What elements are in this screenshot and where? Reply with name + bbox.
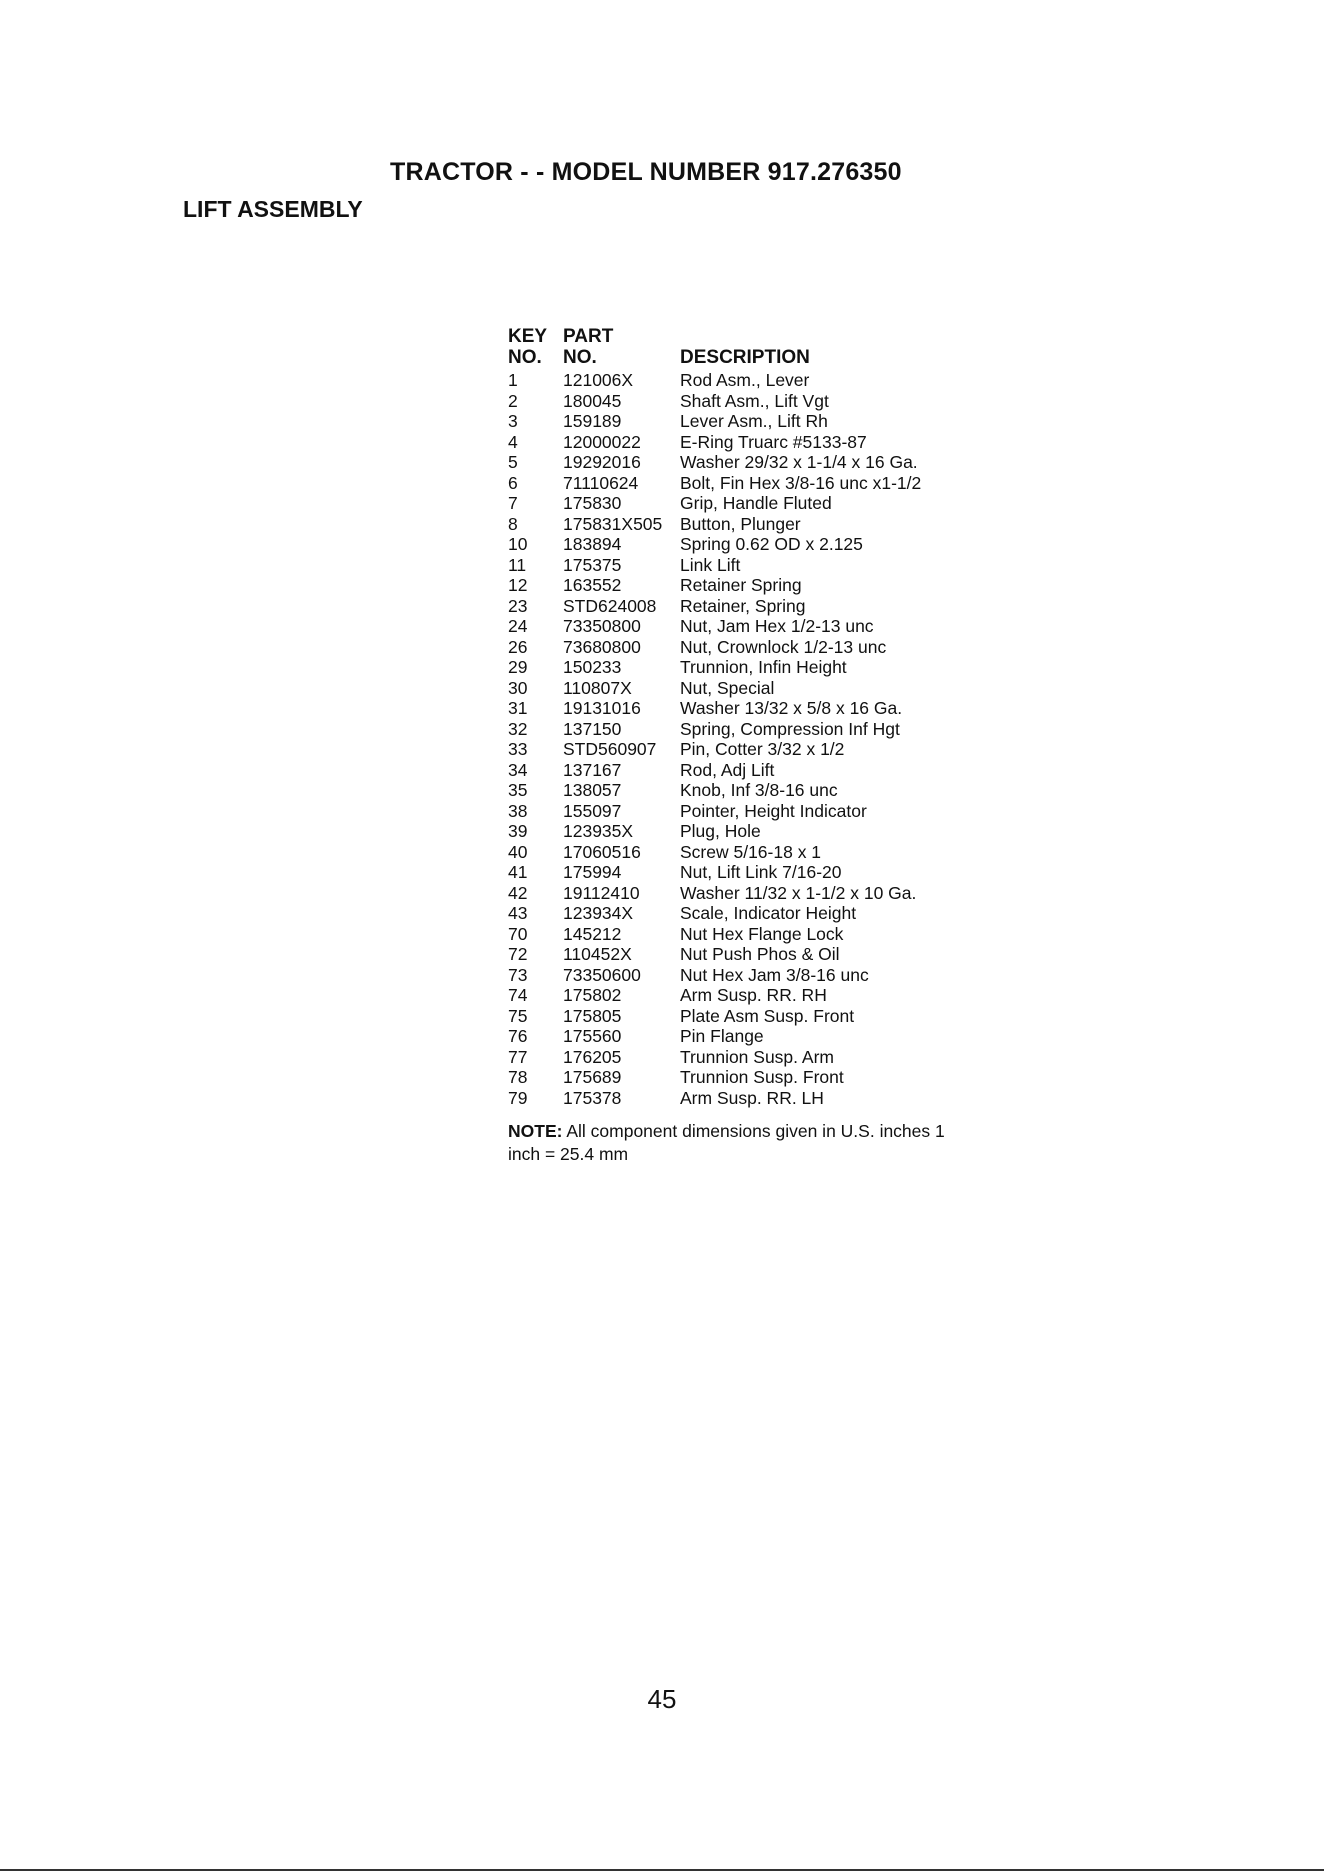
table-row [508,678,1068,699]
cell-description: Nut Hex Flange Lock [680,923,844,944]
table-row [508,596,1068,617]
cell-key-no: 40 [508,841,528,862]
cell-part-no: 137167 [563,759,622,780]
cell-part-no: STD560907 [563,739,657,759]
cell-description: Trunnion Susp. Arm [680,1046,835,1067]
header-part: PART [563,326,614,347]
cell-key-no: 26 [508,636,528,657]
cell-key-no: 30 [508,677,528,698]
cell-part-no: 123934X [563,903,634,923]
cell-key-no: 38 [508,800,528,821]
cell-key-no: 10 [508,534,528,554]
cell-description: Washer 29/32 x 1-1/4 x 16 Ga. [680,452,918,472]
cell-part-no: 73680800 [563,636,641,657]
table-row [508,534,1068,555]
table-header-row-2 [508,347,1068,368]
cell-part-no: 175560 [563,1026,622,1046]
cell-key-no: 5 [508,452,518,472]
cell-key-no: 72 [508,944,528,964]
bottom-rule [0,1869,1324,1871]
cell-part-no: 175831X505 [563,513,663,534]
cell-description: Bolt, Fin Hex 3/8-16 unc x1-1/2 [680,472,922,493]
table-row [508,944,1068,965]
cell-description: Link Lift [680,554,741,575]
header-blank [680,326,1050,347]
header-key-no: NO. [508,347,542,368]
cell-part-no: 19112410 [563,882,640,903]
table-row [508,411,1068,432]
table-row [508,555,1068,576]
table-row [508,1067,1068,1088]
cell-description: Knob, Inf 3/8-16 unc [680,780,838,800]
cell-part-no: 19292016 [563,452,641,472]
cell-key-no: 23 [508,595,528,616]
cell-part-no: 150233 [563,657,622,677]
table-row [508,1026,1068,1047]
table-header-row-1 [508,326,1068,347]
cell-key-no: 79 [508,1087,528,1108]
cell-description: Nut, Jam Hex 1/2-13 unc [680,616,874,636]
cell-description: Washer 11/32 x 1-1/2 x 10 Ga. [680,882,917,903]
cell-part-no: 123935X [563,821,634,841]
cell-part-no: 121006X [563,370,634,390]
header-key: KEY [508,326,548,347]
cell-key-no: 42 [508,882,528,903]
cell-part-no: 175805 [563,1005,622,1026]
cell-part-no: 19131016 [563,698,641,718]
table-row [508,698,1068,719]
page-number: 45 [647,1684,677,1714]
cell-description: Arm Susp. RR. RH [680,985,827,1005]
cell-description: Spring, Compression Inf Hgt [680,718,900,739]
table-row [508,432,1068,453]
cell-description: Button, Plunger [680,513,801,534]
cell-part-no: 17060516 [563,841,641,862]
cell-description: Nut, Lift Link 7/16-20 [680,862,842,882]
cell-key-no: 4 [508,431,518,452]
cell-key-no: 43 [508,903,528,923]
table-row [508,719,1068,740]
header-part-no: NO. [563,347,597,368]
cell-part-no: 137150 [563,718,622,739]
table-row [508,965,1068,986]
note-label: NOTE: [508,1121,563,1141]
table-row [508,842,1068,863]
cell-key-no: 39 [508,821,528,841]
table-row [508,473,1068,494]
cell-key-no: 70 [508,923,528,944]
table-row [508,452,1068,473]
cell-description: Shaft Asm., Lift Vgt [680,390,829,411]
cell-part-no: 175689 [563,1067,622,1087]
cell-part-no: 175994 [563,862,622,882]
cell-description: Rod, Adj Lift [680,759,775,780]
cell-key-no: 35 [508,780,528,800]
table-row [508,575,1068,596]
header-description: DESCRIPTION [680,347,810,368]
cell-part-no: 176205 [563,1046,622,1067]
cell-part-no: 159189 [563,411,622,431]
parts-list [508,326,1068,1166]
cell-part-no: STD624008 [563,595,657,616]
cell-description: Pin, Cotter 3/32 x 1/2 [680,739,845,759]
cell-key-no: 78 [508,1067,528,1087]
cell-key-no: 3 [508,411,518,431]
cell-key-no: 33 [508,739,528,759]
cell-part-no: 138057 [563,780,622,800]
table-row [508,370,1068,391]
cell-part-no: 73350800 [563,616,641,636]
table-row [508,739,1068,760]
table-row [508,801,1068,822]
cell-part-no: 175378 [563,1087,622,1108]
cell-key-no: 75 [508,1005,528,1026]
cell-description: Washer 13/32 x 5/8 x 16 Ga. [680,698,903,718]
cell-key-no: 77 [508,1046,528,1067]
note [508,1120,948,1166]
cell-part-no: 110807X [563,677,632,698]
cell-description: Nut, Special [680,677,775,698]
cell-description: Trunnion Susp. Front [680,1067,844,1087]
cell-key-no: 74 [508,985,528,1005]
table-row [508,616,1068,637]
section-title: LIFT ASSEMBLY [183,196,363,222]
cell-description: Grip, Handle Fluted [680,493,832,513]
cell-description: Pin Flange [680,1026,764,1046]
cell-key-no: 7 [508,493,518,513]
table-row [508,883,1068,904]
cell-description: Scale, Indicator Height [680,903,857,923]
table-row [508,1047,1068,1068]
cell-description: Plug, Hole [680,821,761,841]
table-row [508,821,1068,842]
cell-description: Rod Asm., Lever [680,370,810,390]
cell-key-no: 24 [508,616,528,636]
cell-part-no: 175375 [563,554,622,575]
cell-part-no: 183894 [563,534,622,554]
cell-key-no: 8 [508,513,518,534]
cell-key-no: 34 [508,759,528,780]
cell-key-no: 1 [508,370,518,390]
table-row [508,862,1068,883]
cell-part-no: 163552 [563,575,622,595]
table-row [508,637,1068,658]
table-row [508,780,1068,801]
cell-description: Nut Hex Jam 3/8-16 unc [680,964,869,985]
cell-key-no: 11 [508,554,527,575]
cell-description: Nut, Crownlock 1/2-13 unc [680,636,887,657]
cell-key-no: 6 [508,472,518,493]
cell-description: Pointer, Height Indicator [680,800,867,821]
cell-key-no: 29 [508,657,528,677]
cell-key-no: 12 [508,575,528,595]
cell-description: E-Ring Truarc #5133-87 [680,431,867,452]
cell-part-no: 180045 [563,390,622,411]
cell-key-no: 41 [508,862,528,882]
cell-key-no: 2 [508,390,518,411]
cell-description: Retainer, Spring [680,595,806,616]
page-title: TRACTOR - - MODEL NUMBER 917.276350 [390,158,902,186]
cell-description: Retainer Spring [680,575,802,595]
cell-description: Plate Asm Susp. Front [680,1005,855,1026]
cell-description: Trunnion, Infin Height [680,657,847,677]
table-row [508,493,1068,514]
cell-key-no: 32 [508,718,528,739]
table-row [508,985,1068,1006]
note-text: All component dimensions given in U.S. inches 1 inch = 25.4 mm [508,1121,945,1164]
cell-description: Arm Susp. RR. LH [680,1087,824,1108]
table-row [508,760,1068,781]
cell-part-no: 175830 [563,493,622,513]
cell-description: Lever Asm., Lift Rh [680,411,828,431]
table-row [508,1088,1068,1109]
cell-part-no: 12000022 [563,431,641,452]
parts-table [508,370,1068,1108]
table-row [508,1006,1068,1027]
cell-description: Screw 5/16-18 x 1 [680,841,822,862]
cell-key-no: 76 [508,1026,528,1046]
table-row [508,924,1068,945]
cell-description: Nut Push Phos & Oil [680,944,840,964]
cell-part-no: 73350600 [563,964,641,985]
cell-key-no: 73 [508,964,528,985]
cell-part-no: 110452X [563,944,632,964]
cell-description: Spring 0.62 OD x 2.125 [680,534,863,554]
cell-part-no: 155097 [563,800,622,821]
cell-part-no: 175802 [563,985,622,1005]
cell-key-no: 31 [508,698,528,718]
table-row [508,514,1068,535]
table-row [508,391,1068,412]
cell-part-no: 71110624 [563,472,639,493]
cell-part-no: 145212 [563,923,622,944]
table-row [508,657,1068,678]
table-row [508,903,1068,924]
